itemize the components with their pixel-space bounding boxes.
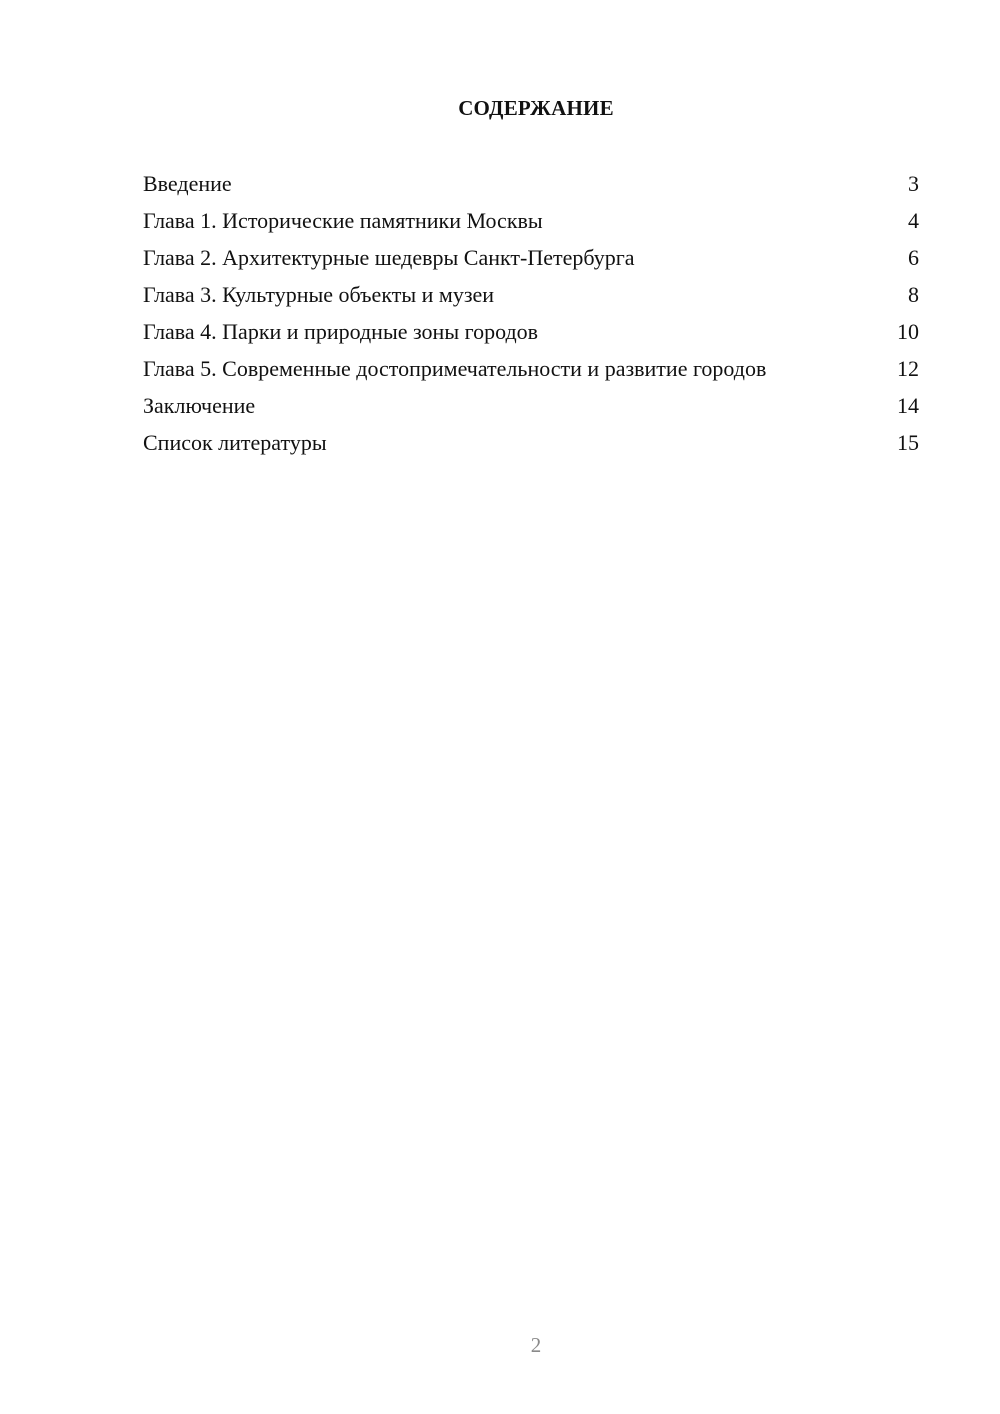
toc-item-label: Глава 2. Архитектурные шедевры Санкт-Петербурга [143,245,635,270]
toc-item [143,355,919,382]
toc-item-page: 3 [908,171,919,196]
toc-item-label: Введение [143,171,232,196]
toc-item-page: 14 [897,393,919,418]
toc-item-page: 6 [908,245,919,270]
toc-item [143,429,919,456]
toc-item-page: 12 [897,356,919,381]
toc-item [143,281,919,308]
toc-item-label: Глава 3. Культурные объекты и музеи [143,282,495,307]
toc-item [143,244,919,271]
toc-item-page: 15 [897,430,919,455]
toc-item-label: Список литературы [143,430,327,455]
toc-item [143,318,919,345]
toc-item [143,392,919,419]
toc-item-page: 4 [908,208,919,233]
toc-item-label: Глава 1. Исторические памятники Москвы [143,208,543,233]
toc-item [143,170,919,197]
toc-item-label: Глава 4. Парки и природные зоны городов [143,319,539,344]
toc-list [143,170,919,466]
page-number: 2 [530,1333,542,1357]
toc-item-label: Заключение [143,393,256,418]
toc-title: СОДЕРЖАНИЕ [458,96,614,120]
toc-item-page: 8 [908,282,919,307]
toc-item [143,207,919,234]
toc-item-page: 10 [897,319,919,344]
toc-item-label: Глава 5. Современные достопримечательности и развитие городов [143,356,767,381]
